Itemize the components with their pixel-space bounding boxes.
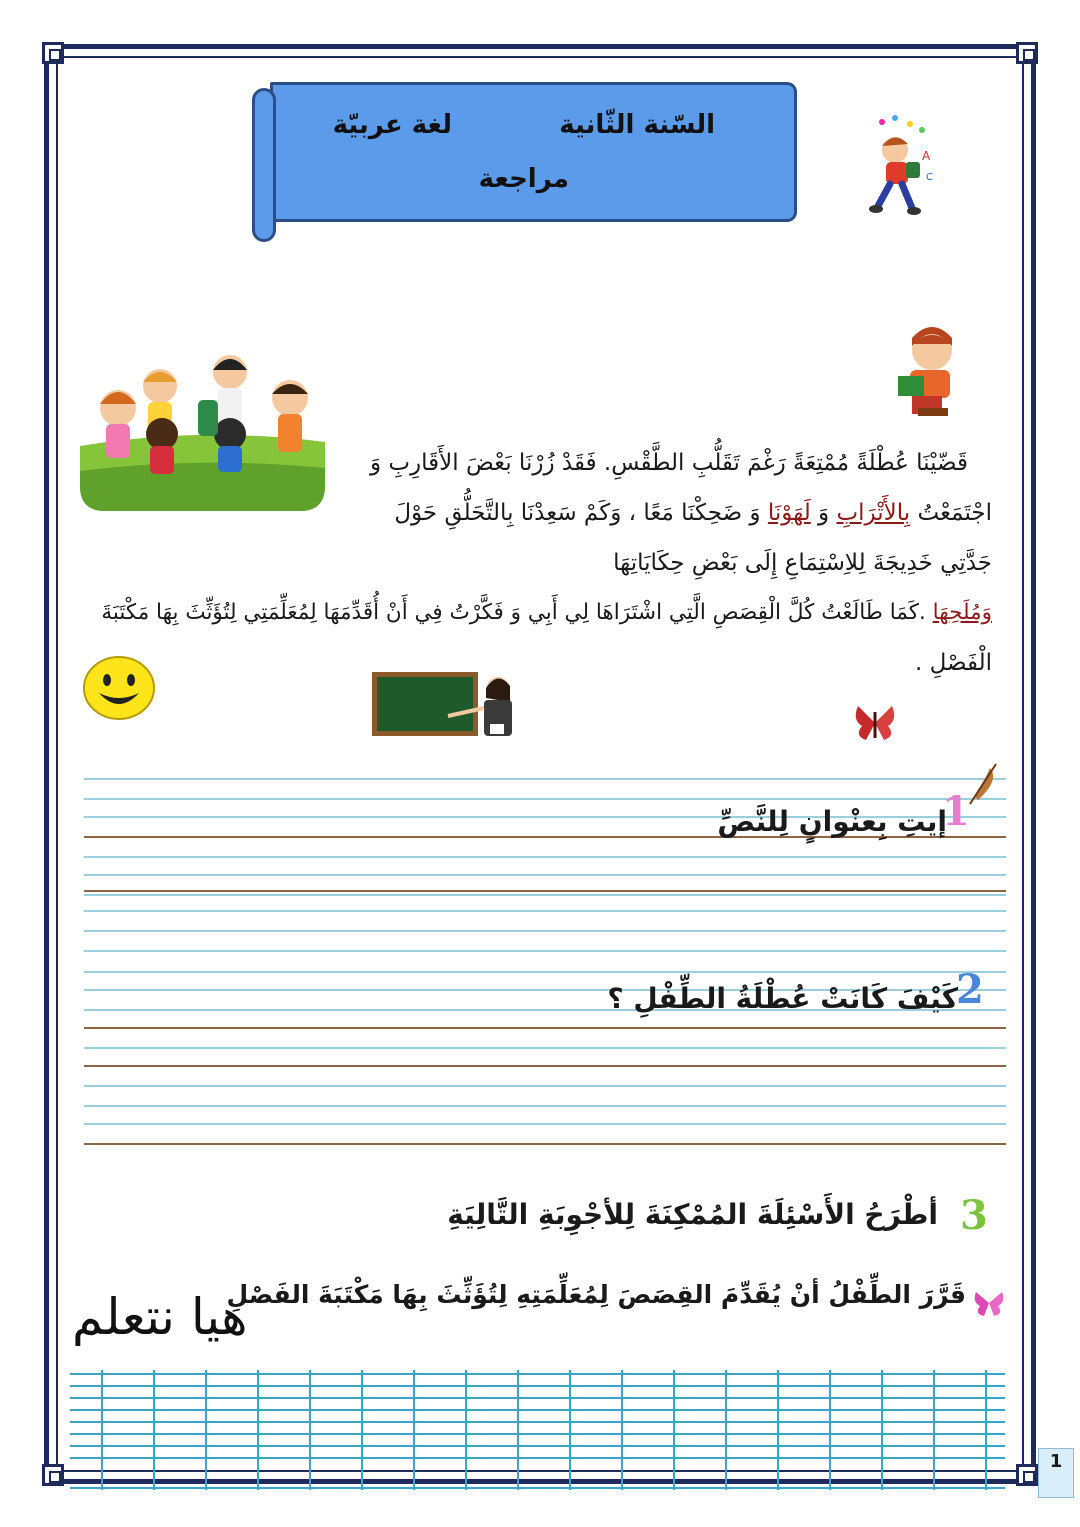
watermark-text: هيا نتعلم: [72, 1288, 248, 1346]
question-number-1: 1: [942, 788, 970, 835]
question-3-text: أطْرَحُ الأَسْئِلَةَ المُمْكِنَةَ لِلأجْوِبَةِ التَّالِيَةِ: [447, 1198, 938, 1231]
highlight-word: بِالأَتْرَابِ: [836, 500, 911, 526]
topic-label: مراجعة: [478, 164, 569, 194]
reading-child-illustration: [888, 326, 968, 418]
corner-ornament: [1016, 42, 1038, 64]
answer-prompt-text: قَرَّرَ الطِّفْلُ أنْ يُقَدِّمَ القِصَصَ لِمُعَلِّمَتِهِ لِتُؤَثِّثَ بِهَا مَكْتَبَةَ الفَصْلِ: [226, 1280, 966, 1309]
smiley-icon: [82, 655, 156, 721]
passage-line-2: اجْتَمَعْتُ بِالأَتْرَابِ وَ لَهَوْنَا وَ ضَحِكْنَا مَعًا ، وَكَمْ سَعِدْنَا بِالتَّحَلُّقِ حَوْلَ: [394, 500, 992, 526]
question-1-text: إيتِ بِعنْوانٍ لِلنَّصِّ: [717, 805, 947, 838]
highlight-word: وَمُلَحِهَا: [932, 600, 992, 625]
answer-lines-1b[interactable]: [84, 890, 1006, 970]
butterfly-bullet-icon: [972, 1288, 1006, 1318]
header-banner: [252, 82, 797, 242]
children-playing-illustration: [80, 346, 325, 511]
passage-line-5: الْفَصْلِ .: [914, 650, 992, 676]
passage-line-4: وَمُلَحِهَا .كَمَا طَالَعْتُ كُلَّ الْقِصَصِ الَّتِي اشْتَرَاهَا لِي أَبِي وَ فَكَّرْتُ فِي أَنْ أُقَدِّمَهَا لِمُعَلِّمَتِي لِتُؤَثِّثَ بِهَا مَكْتَبَةَ: [101, 600, 992, 625]
corner-ornament: [42, 1464, 64, 1486]
grade-label: السّنة الثّانية: [559, 110, 715, 140]
svg-text:A: A: [922, 149, 931, 163]
question-2-text: كَيْفَ كَانَتْ عُطْلَةُ الطِّفْلِ ؟: [607, 982, 958, 1015]
corner-ornament: [1016, 1464, 1038, 1486]
highlight-word: لَهَوْنَا: [767, 500, 811, 526]
question-number-2: 2: [956, 966, 984, 1013]
writing-grid[interactable]: [70, 1370, 1005, 1490]
subject-label: لغة عربيّة: [332, 110, 452, 140]
teacher-chalkboard-illustration: [370, 668, 520, 742]
running-boy-illustration: [860, 110, 940, 220]
question-number-3: 3: [960, 1192, 988, 1239]
page-number: 1: [1038, 1448, 1074, 1498]
svg-text:C: C: [926, 172, 933, 183]
page-border-inner: [56, 56, 1024, 1472]
passage-line-1: قَضّيْنَا عُطْلَةً مُمْتِعَةً رَغْمَ تَقَلُّبِ الطَّقْسِ. فَقَدْ زُرْنَا بَعْضَ الأَقَارِبِ وَ: [369, 450, 968, 476]
passage-line-3: جَدَّتِي خَدِيجَةَ لِلاِسْتِمَاعِ إِلَى بَعْضِ حِكَايَاتِهَا: [613, 550, 992, 576]
butterfly-icon: [852, 700, 898, 746]
corner-ornament: [42, 42, 64, 64]
